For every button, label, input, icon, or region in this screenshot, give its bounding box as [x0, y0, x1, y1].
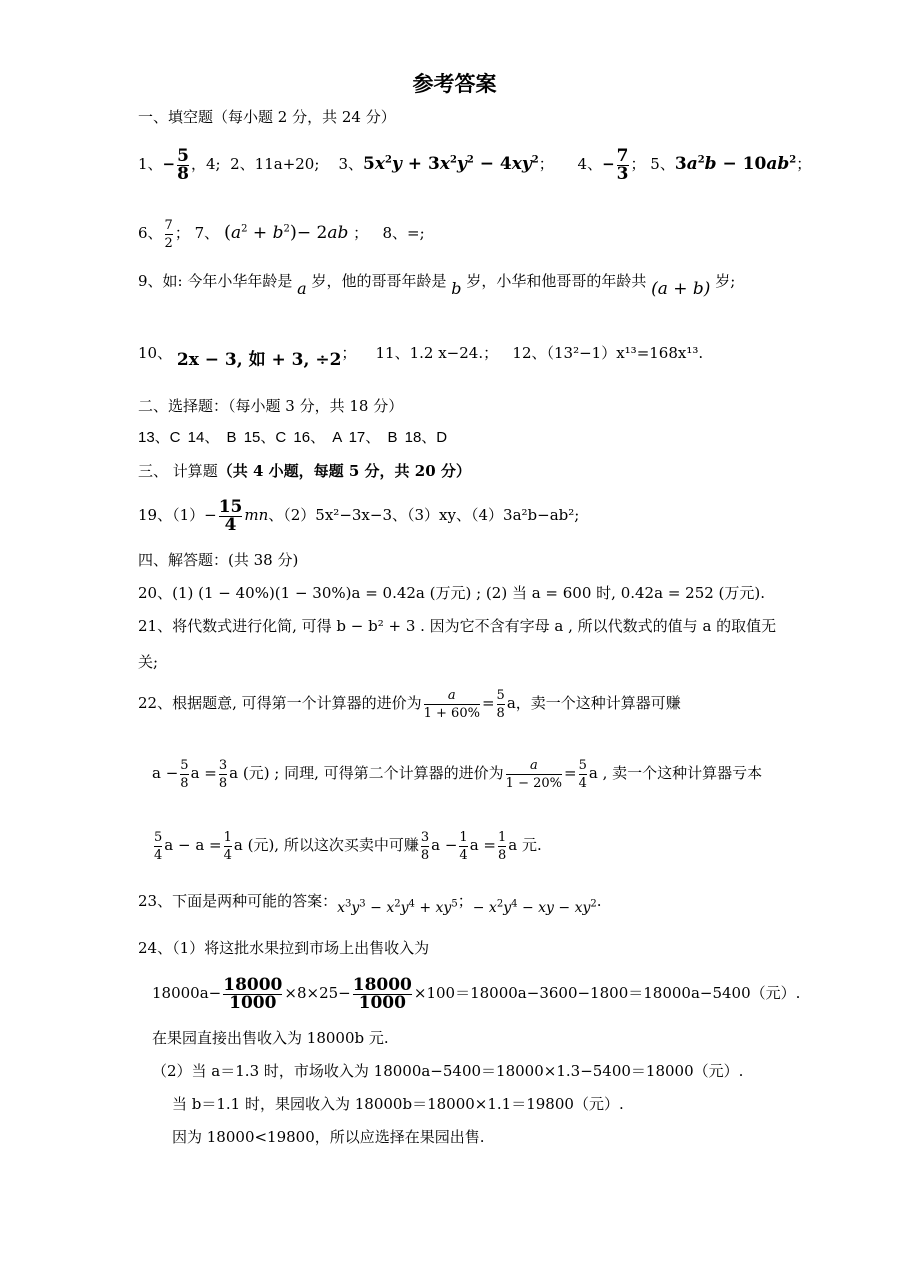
q4-numerator: 7 [616, 145, 629, 166]
q24-fraction-2-num: 18000 [352, 974, 412, 995]
q19-numerator: 15 [218, 496, 243, 517]
q22c-fraction-1-den: 4 [154, 847, 163, 863]
q22-fraction-1-num: a [447, 687, 456, 703]
q22-text-2: a，卖一个这种计算器可赚 [506, 694, 681, 712]
q10-number: 10、 [138, 344, 173, 362]
q1-sign: − [162, 155, 176, 173]
q3-number: 3、 [338, 155, 364, 173]
q22c-fraction-4-num: 1 [459, 829, 468, 845]
q9-sum: (a + b) [651, 279, 711, 299]
q22b-fraction-3 [506, 757, 562, 792]
q22c-fraction-5 [498, 829, 506, 864]
q9-text-2: 岁，他的哥哥年龄是 [311, 272, 447, 290]
q5-expression: $3a^2b - 10ab^2$ [674, 154, 797, 174]
q24-expr-3: ×100＝18000a−3600−1800＝18000a−5400（元）. [413, 984, 801, 1002]
q22b-text-1: a = [190, 764, 217, 782]
q22b-fraction-1 [180, 757, 188, 792]
q24-fraction-2 [352, 974, 412, 1013]
q22b-fraction-2 [219, 757, 227, 792]
q22b-text-2: a (元) ; 同理, 可得第二个计算器的进价为 [229, 764, 504, 782]
q19-rest: 、（2）5x²−3x−3、（3）xy、（4）3a²b−ab²; [268, 506, 580, 524]
q22c-fraction-4 [459, 829, 467, 864]
q22c-fraction-4-den: 4 [459, 847, 468, 863]
q2-answer: 2、11a+20; [230, 155, 320, 173]
answer-24-part2-b: 当 b＝1.1 时，果园收入为 18000b＝18000×1.1＝19800（元）. [172, 1095, 624, 1113]
q7-semicolon: ； [353, 224, 369, 242]
q6-denominator: 2 [164, 235, 173, 251]
q22b-fraction-4-den: 4 [578, 775, 587, 791]
q22-fraction-2 [497, 687, 505, 722]
q9-var-b: b [451, 279, 462, 298]
answer-24-part2-a: （2）当 a＝1.3 时，市场收入为 18000a−5400＝18000×1.3−5400＝18000（元）. [152, 1062, 744, 1080]
section3-heading-plain: 三、 计算题 [138, 462, 218, 480]
q24-fraction-2-den: 1000 [353, 994, 412, 1012]
q22b-fraction-3-num: a [529, 757, 538, 773]
q22b-text-0: a − [152, 764, 179, 782]
answer-22-line3 [152, 824, 542, 866]
q22c-fraction-2 [224, 829, 232, 864]
q22c-text-4: a = [469, 836, 496, 854]
section3-heading-bold: （共 4 小题，每题 5 分，共 20 分） [217, 462, 471, 480]
answer-line-6-8 [138, 213, 425, 253]
q22c-fraction-2-den: 4 [223, 847, 232, 863]
q4-denominator: 3 [616, 163, 629, 184]
q24-expr-2: ×8×25− [284, 984, 351, 1002]
q6-numerator: 7 [164, 217, 173, 233]
choice-answers: 13、C 14、 B 15、C 16、 A 17、 B 18、D [138, 429, 448, 446]
q23-answer-2: − $x^2y^4$ − xy − $xy^2$ [472, 898, 597, 916]
q22c-text-1: a − a = [164, 836, 222, 854]
q4-separator: ； [630, 155, 646, 173]
answer-20: 20、(1) (1 − 40%)(1 − 30%)a = 0.42a (万元) ; (2) 当 a = 600 时, 0.42a = 252 (万元). [138, 584, 766, 602]
section3-heading [138, 461, 471, 481]
q22b-fraction-4 [579, 757, 587, 792]
q23-answer-1: $x^3y^3 - x^2y^4 + xy^5$ [337, 898, 458, 916]
answer-24-orchard: 在果园直接出售收入为 18000b 元. [152, 1029, 389, 1047]
q4-sign: − [602, 155, 615, 173]
q22-fraction-2-den: 8 [496, 705, 505, 721]
answer-line-9 [138, 266, 735, 306]
q22b-fraction-1-num: 5 [180, 757, 189, 773]
q22-equals: = [481, 694, 495, 712]
q6-semicolon: ； [174, 224, 190, 242]
q7-number: 7、 [194, 224, 220, 242]
q7-tail: − 2 [296, 223, 328, 243]
answer-line-19 [138, 492, 579, 538]
q24-fraction-1 [223, 974, 283, 1013]
q22b-fraction-2-den: 8 [218, 775, 228, 791]
q6-number: 6、 [138, 224, 163, 242]
q23-text-1: 23、下面是两种可能的答案： [138, 892, 338, 910]
q22c-fraction-2-num: 1 [223, 829, 232, 845]
q22c-fraction-3 [421, 829, 429, 864]
q22c-text-3: a − [431, 836, 458, 854]
q19-mn: mn [244, 506, 269, 524]
answer-line-10-12 [138, 338, 703, 368]
q1-fraction [177, 145, 189, 184]
q22b-fraction-2-num: 3 [218, 757, 228, 773]
q22b-fraction-4-num: 5 [578, 757, 587, 773]
q9-var-a: a [297, 279, 307, 298]
q19-fraction [218, 496, 243, 535]
q22c-fraction-3-num: 3 [420, 829, 430, 845]
answer-line-1-5: 1、− $\frac{5}{8}$ ，4; 2、11a+20; 3、$5x^2y + 3x^2y^2 - 4xy^2$； 4、− $\frac{7}{3}$ ； 5、$3a^2b - 10ab^2$； [138, 145, 812, 184]
q4-number: 4、 [577, 155, 603, 173]
q11-answer: 11、1.2 x−24.； [375, 344, 499, 362]
q8-answer: 8、=; [382, 224, 425, 242]
q24-fraction-1-den: 1000 [223, 994, 282, 1012]
q22-fraction-1 [424, 687, 480, 722]
q22b-text-3: a , 卖一个这种计算器亏本 [588, 764, 763, 782]
answer-23 [138, 886, 602, 916]
q10-semicolon: ； [341, 344, 357, 362]
q9-text-3: 岁，小华和他哥哥的年龄共 [466, 272, 647, 290]
q12-answer: 12、（13²−1）x¹³=168x¹³. [512, 344, 704, 362]
q3-expression: $5x^2y + 3x^2y^2 - 4xy^2$ [363, 154, 539, 174]
section1-heading: 一、填空题（每小题 2 分，共 24 分） [138, 108, 396, 126]
q5-number: 5、 [650, 155, 675, 173]
q22c-text-5: a 元. [508, 836, 542, 854]
q22b-fraction-3-den: 1 − 20% [505, 775, 562, 791]
answer-22-line2 [152, 752, 762, 794]
q1-numerator: 5 [177, 145, 189, 166]
q22c-fraction-3-den: 8 [420, 847, 430, 863]
q22c-text-2: a (元), 所以这次买卖中可赚 [233, 836, 419, 854]
q4-fraction [616, 145, 629, 184]
q23-period: . [596, 892, 602, 910]
section2-heading: 二、选择题：（每小题 3 分，共 18 分） [138, 397, 404, 415]
q9-text-4: 岁; [715, 272, 736, 290]
section4-heading: 四、解答题：(共 38 分) [138, 551, 299, 569]
q22-fraction-1-den: 1 + 60% [423, 705, 480, 721]
answer-24-part2-c: 因为 18000<19800，所以应选择在果园出售. [172, 1128, 485, 1146]
q1-number: 1、 [138, 155, 163, 173]
q10-answer: 2x − 3, 如 + 3, ÷2 [176, 350, 342, 370]
q1-tail: ，4; [190, 155, 221, 173]
answer-21-line1: 21、将代数式进行化简, 可得 b − b² + 3 . 因为它不含有字母 a , 所以代数式的值与 a 的取值无 [138, 617, 777, 635]
q9-text-1: 9、如: 今年小华年龄是 [138, 272, 293, 290]
q22b-fraction-1-den: 8 [180, 775, 189, 791]
answer-21-line2: 关; [138, 653, 159, 671]
q7-expression: $(a^2 + b^2)- 2ab$ [223, 222, 349, 243]
answer-24-intro: 24、（1）将这批水果拉到市场上出售收入为 [138, 939, 430, 957]
q19-prefix: 19、（1）− [138, 506, 217, 524]
q1-denominator: 8 [177, 163, 189, 184]
answer-24-expression [152, 968, 800, 1018]
q22-text-1: 22、根据题意, 可得第一个计算器的进价为 [138, 694, 422, 712]
q22c-fraction-1 [154, 829, 162, 864]
q22c-fraction-1-num: 5 [154, 829, 163, 845]
q24-expr-1: 18000a− [152, 984, 222, 1002]
q23-separator: ； [457, 892, 473, 910]
q6-fraction [165, 217, 173, 252]
answer-22-line1 [138, 682, 681, 724]
q22-fraction-2-num: 5 [496, 687, 505, 703]
q24-fraction-1-num: 18000 [223, 974, 283, 995]
page-title: 参考答案 [412, 72, 497, 96]
q19-denominator: 4 [219, 516, 243, 534]
q22c-fraction-5-den: 8 [497, 847, 507, 863]
q22c-fraction-5-num: 1 [497, 829, 507, 845]
q22b-equals: = [564, 764, 577, 782]
